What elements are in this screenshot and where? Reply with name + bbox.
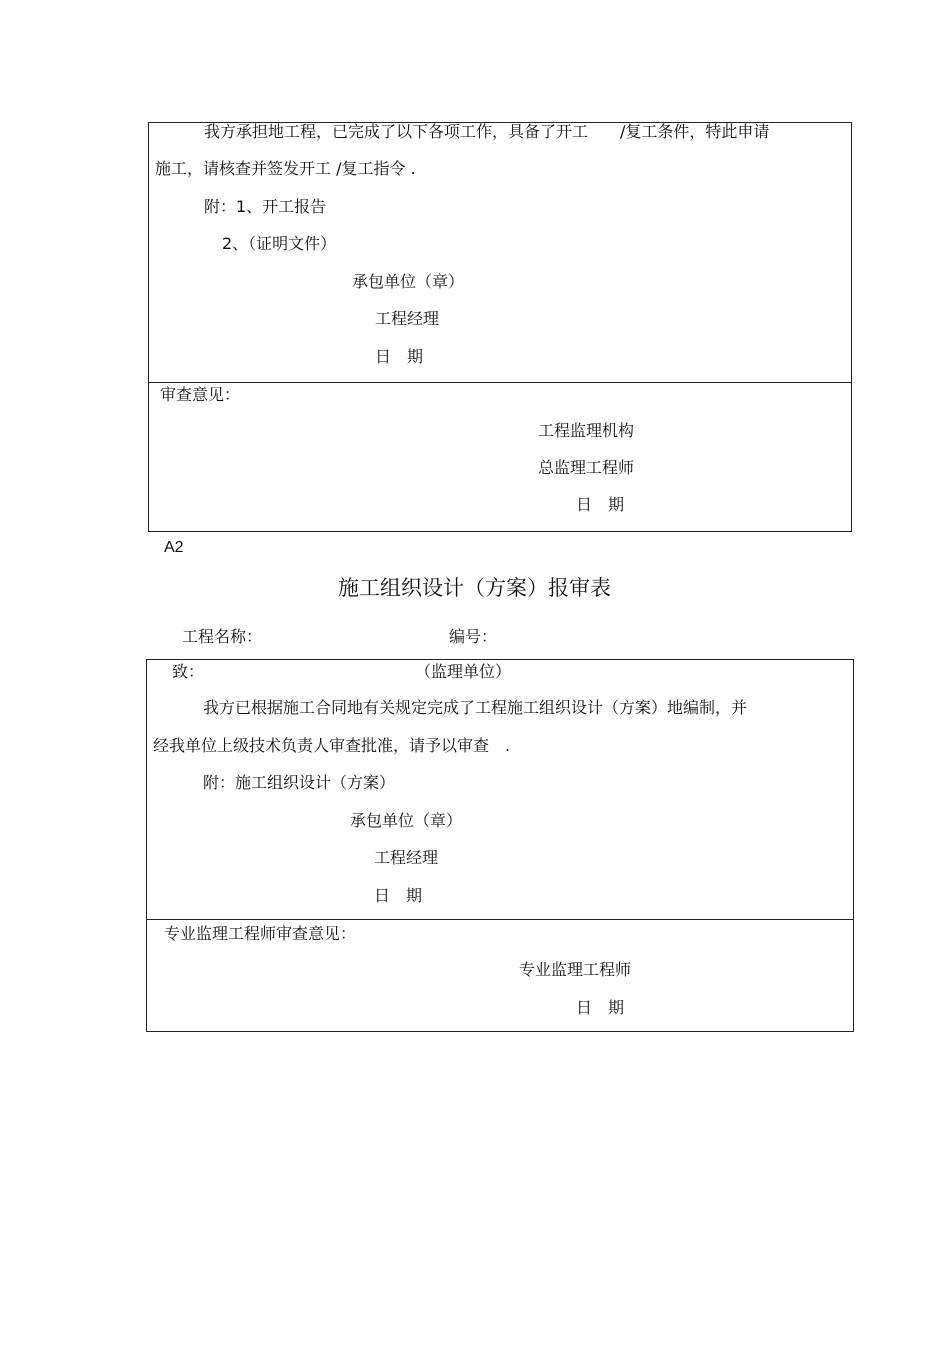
form2-contractor-seal: 承包单位（章） (350, 811, 463, 830)
form1-review-label: 审查意见： (160, 385, 241, 404)
form2-date-label: 日 期 (374, 886, 423, 905)
form2-attachment: 附：施工组织设计（方案） (203, 773, 396, 792)
form2-paragraph-line2: 经我单位上级技术负责人审查批准，请予以审查 . (153, 736, 511, 755)
form1-review-date-label: 日 期 (576, 495, 625, 514)
form1-project-manager: 工程经理 (375, 309, 440, 328)
form2-code: A2 (164, 539, 184, 556)
form2-paragraph-line1: 我方已根据施工合同地有关规定完成了工程施工组织设计（方案）地编制，并 (203, 698, 748, 717)
form1-attachment-2: 2、（证明文件） (222, 234, 337, 253)
form2-review-date-label: 日 期 (576, 998, 625, 1017)
form1-contractor-seal: 承包单位（章） (352, 272, 465, 291)
form1-date-label: 日 期 (375, 347, 424, 366)
form2-project-manager: 工程经理 (374, 848, 439, 867)
form1-chief-engineer: 总监理工程师 (538, 458, 635, 477)
form2-specialist-engineer: 专业监理工程师 (519, 960, 632, 979)
form1-paragraph-line1: 我方承担地工程，已完成了以下各项工作，具备了开工 /复工条件，特此申请 (204, 122, 770, 141)
form1-table (148, 122, 852, 532)
form1-supervision-org: 工程监理机构 (538, 421, 635, 440)
form2-title: 施工组织设计（方案）报审表 (338, 576, 611, 600)
form2-project-name-label: 工程名称： (182, 627, 263, 646)
form1-divider (148, 382, 852, 383)
form1-paragraph-line2: 施工，请核查并签发开工 /复工指令 . (155, 159, 416, 178)
form2-to-label: 致： (172, 662, 205, 681)
form2-divider (146, 919, 854, 920)
form2-supervisor-unit: （监理单位） (415, 662, 512, 681)
form2-review-label: 专业监理工程师审查意见： (164, 924, 357, 943)
form1-attachment-1: 附：1、开工报告 (204, 197, 327, 216)
form2-number-label: 编号： (449, 627, 498, 646)
